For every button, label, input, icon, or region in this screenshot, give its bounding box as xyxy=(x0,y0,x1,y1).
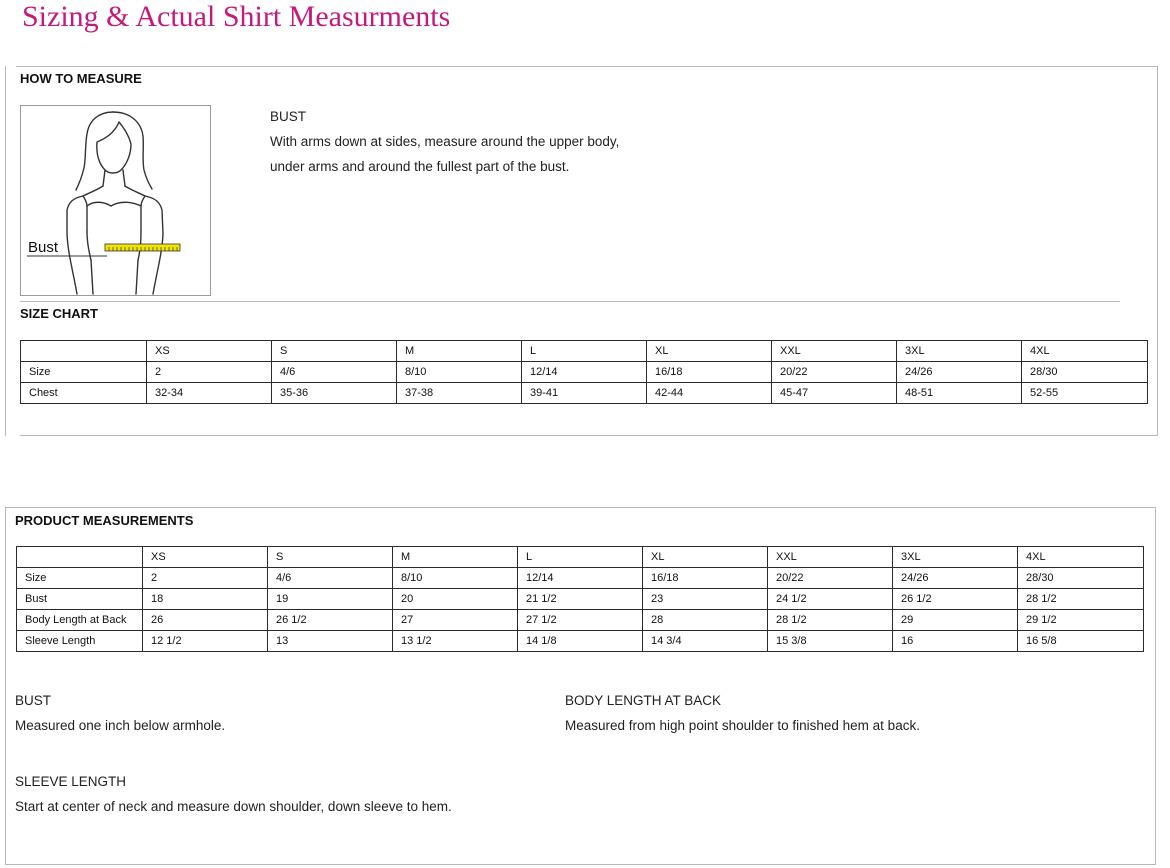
table-header-cell: 4XL xyxy=(1018,547,1144,568)
table-cell: 2 xyxy=(147,362,272,383)
table-cell: 42-44 xyxy=(647,383,772,404)
bust-instruction-title: BUST xyxy=(270,109,307,124)
table-cell: 21 1/2 xyxy=(518,589,643,610)
note-sleeve-title: SLEEVE LENGTH xyxy=(15,774,127,789)
size-chart-divider xyxy=(20,301,1120,302)
table-header-cell: 4XL xyxy=(1022,341,1148,362)
table-cell: 16/18 xyxy=(647,362,772,383)
table-header-cell: L xyxy=(522,341,647,362)
table-cell: 4/6 xyxy=(272,362,397,383)
table-header-cell: M xyxy=(397,341,522,362)
table-row-label: Bust xyxy=(17,589,143,610)
table-cell: 14 1/8 xyxy=(518,631,643,652)
size-chart-table xyxy=(20,340,1148,404)
table-header-cell: 3XL xyxy=(893,547,1018,568)
table-cell: 26 xyxy=(143,610,268,631)
table-cell: 37-38 xyxy=(397,383,522,404)
table-header-cell: XXL xyxy=(768,547,893,568)
table-cell: 27 xyxy=(393,610,518,631)
table-cell: 27 1/2 xyxy=(518,610,643,631)
table-row xyxy=(21,362,1148,383)
table-header-row xyxy=(21,341,1148,362)
table-row xyxy=(17,568,1144,589)
table-cell: 28/30 xyxy=(1018,568,1144,589)
table-cell: 28 xyxy=(643,610,768,631)
how-to-measure-heading: HOW TO MEASURE xyxy=(20,71,142,86)
table-cell: 8/10 xyxy=(393,568,518,589)
table-cell: 4/6 xyxy=(268,568,393,589)
woman-silhouette-icon xyxy=(21,106,210,295)
page-title: Sizing & Actual Shirt Measurments xyxy=(22,0,451,33)
table-cell: 8/10 xyxy=(397,362,522,383)
size-chart-heading: SIZE CHART xyxy=(20,306,98,321)
table-row xyxy=(17,589,1144,610)
table-cell: 13 1/2 xyxy=(393,631,518,652)
table-cell: 24 1/2 xyxy=(768,589,893,610)
bottom-panel-bottom-rule xyxy=(5,864,1156,865)
table-cell: 28 1/2 xyxy=(1018,589,1144,610)
table-header-cell: L xyxy=(518,547,643,568)
table-cell: 13 xyxy=(268,631,393,652)
table-cell: 24/26 xyxy=(893,568,1018,589)
note-bust-text: Measured one inch below armhole. xyxy=(15,718,226,733)
bottom-panel-left-rule xyxy=(5,507,6,865)
bottom-panel-right-rule xyxy=(1155,507,1156,865)
bust-measure-figure xyxy=(20,105,211,296)
note-sleeve-text: Start at center of neck and measure down shoulder, down sleeve to hem. xyxy=(15,799,452,814)
top-panel-top-rule xyxy=(16,66,1158,67)
table-header-cell: M xyxy=(393,547,518,568)
table-cell: 16 xyxy=(893,631,1018,652)
table-row-label: Size xyxy=(17,568,143,589)
table-cell: 28/30 xyxy=(1022,362,1148,383)
figure-label: Bust xyxy=(28,239,59,256)
table-cell: 16/18 xyxy=(643,568,768,589)
table-cell: 26 1/2 xyxy=(893,589,1018,610)
table-cell: 48-51 xyxy=(897,383,1022,404)
table-header-cell: XXL xyxy=(772,341,897,362)
note-body-length-text: Measured from high point shoulder to finished hem at back. xyxy=(565,718,920,733)
table-cell: 39-41 xyxy=(522,383,647,404)
table-cell: 35-36 xyxy=(272,383,397,404)
note-body-length-title: BODY LENGTH AT BACK xyxy=(565,693,722,708)
table-cell: 20/22 xyxy=(768,568,893,589)
table-header-cell: XS xyxy=(143,547,268,568)
bottom-panel-top-rule xyxy=(5,507,1155,508)
table-cell: 12/14 xyxy=(518,568,643,589)
table-cell: 23 xyxy=(643,589,768,610)
note-bust-title: BUST xyxy=(15,693,52,708)
table-cell: 12/14 xyxy=(522,362,647,383)
table-cell: 52-55 xyxy=(1022,383,1148,404)
table-header-cell xyxy=(21,341,147,362)
table-cell: 15 3/8 xyxy=(768,631,893,652)
table-header-cell: S xyxy=(268,547,393,568)
top-panel-right-rule xyxy=(1157,66,1158,436)
bust-instruction-line-1: With arms down at sides, measure around the upper body, xyxy=(270,134,620,149)
table-cell: 28 1/2 xyxy=(768,610,893,631)
table-cell: 29 xyxy=(893,610,1018,631)
table-cell: 26 1/2 xyxy=(268,610,393,631)
table-header-cell: S xyxy=(272,341,397,362)
table-header-cell: 3XL xyxy=(897,341,1022,362)
table-row xyxy=(17,610,1144,631)
table-cell: 20 xyxy=(393,589,518,610)
table-cell: 24/26 xyxy=(897,362,1022,383)
table-header-cell: XL xyxy=(647,341,772,362)
bust-instruction-line-2: under arms and around the fullest part of the bust. xyxy=(270,159,570,174)
table-row xyxy=(17,631,1144,652)
table-cell: 2 xyxy=(143,568,268,589)
table-header-cell: XL xyxy=(643,547,768,568)
table-cell: 12 1/2 xyxy=(143,631,268,652)
table-header-cell: XS xyxy=(147,341,272,362)
table-row-label: Sleeve Length xyxy=(17,631,143,652)
table-row xyxy=(21,383,1148,404)
table-row-label: Size xyxy=(21,362,147,383)
table-cell: 18 xyxy=(143,589,268,610)
top-panel-left-rule xyxy=(5,66,6,436)
table-cell: 32-34 xyxy=(147,383,272,404)
table-cell: 29 1/2 xyxy=(1018,610,1144,631)
table-cell: 20/22 xyxy=(772,362,897,383)
table-cell: 45-47 xyxy=(772,383,897,404)
table-cell: 14 3/4 xyxy=(643,631,768,652)
top-panel-bottom-rule xyxy=(20,435,1158,436)
table-row-label: Body Length at Back xyxy=(17,610,143,631)
product-measurements-table xyxy=(16,546,1144,652)
table-row-label: Chest xyxy=(21,383,147,404)
table-header-cell xyxy=(17,547,143,568)
product-measurements-heading: PRODUCT MEASUREMENTS xyxy=(15,513,194,528)
table-cell: 19 xyxy=(268,589,393,610)
table-cell: 16 5/8 xyxy=(1018,631,1144,652)
table-header-row xyxy=(17,547,1144,568)
